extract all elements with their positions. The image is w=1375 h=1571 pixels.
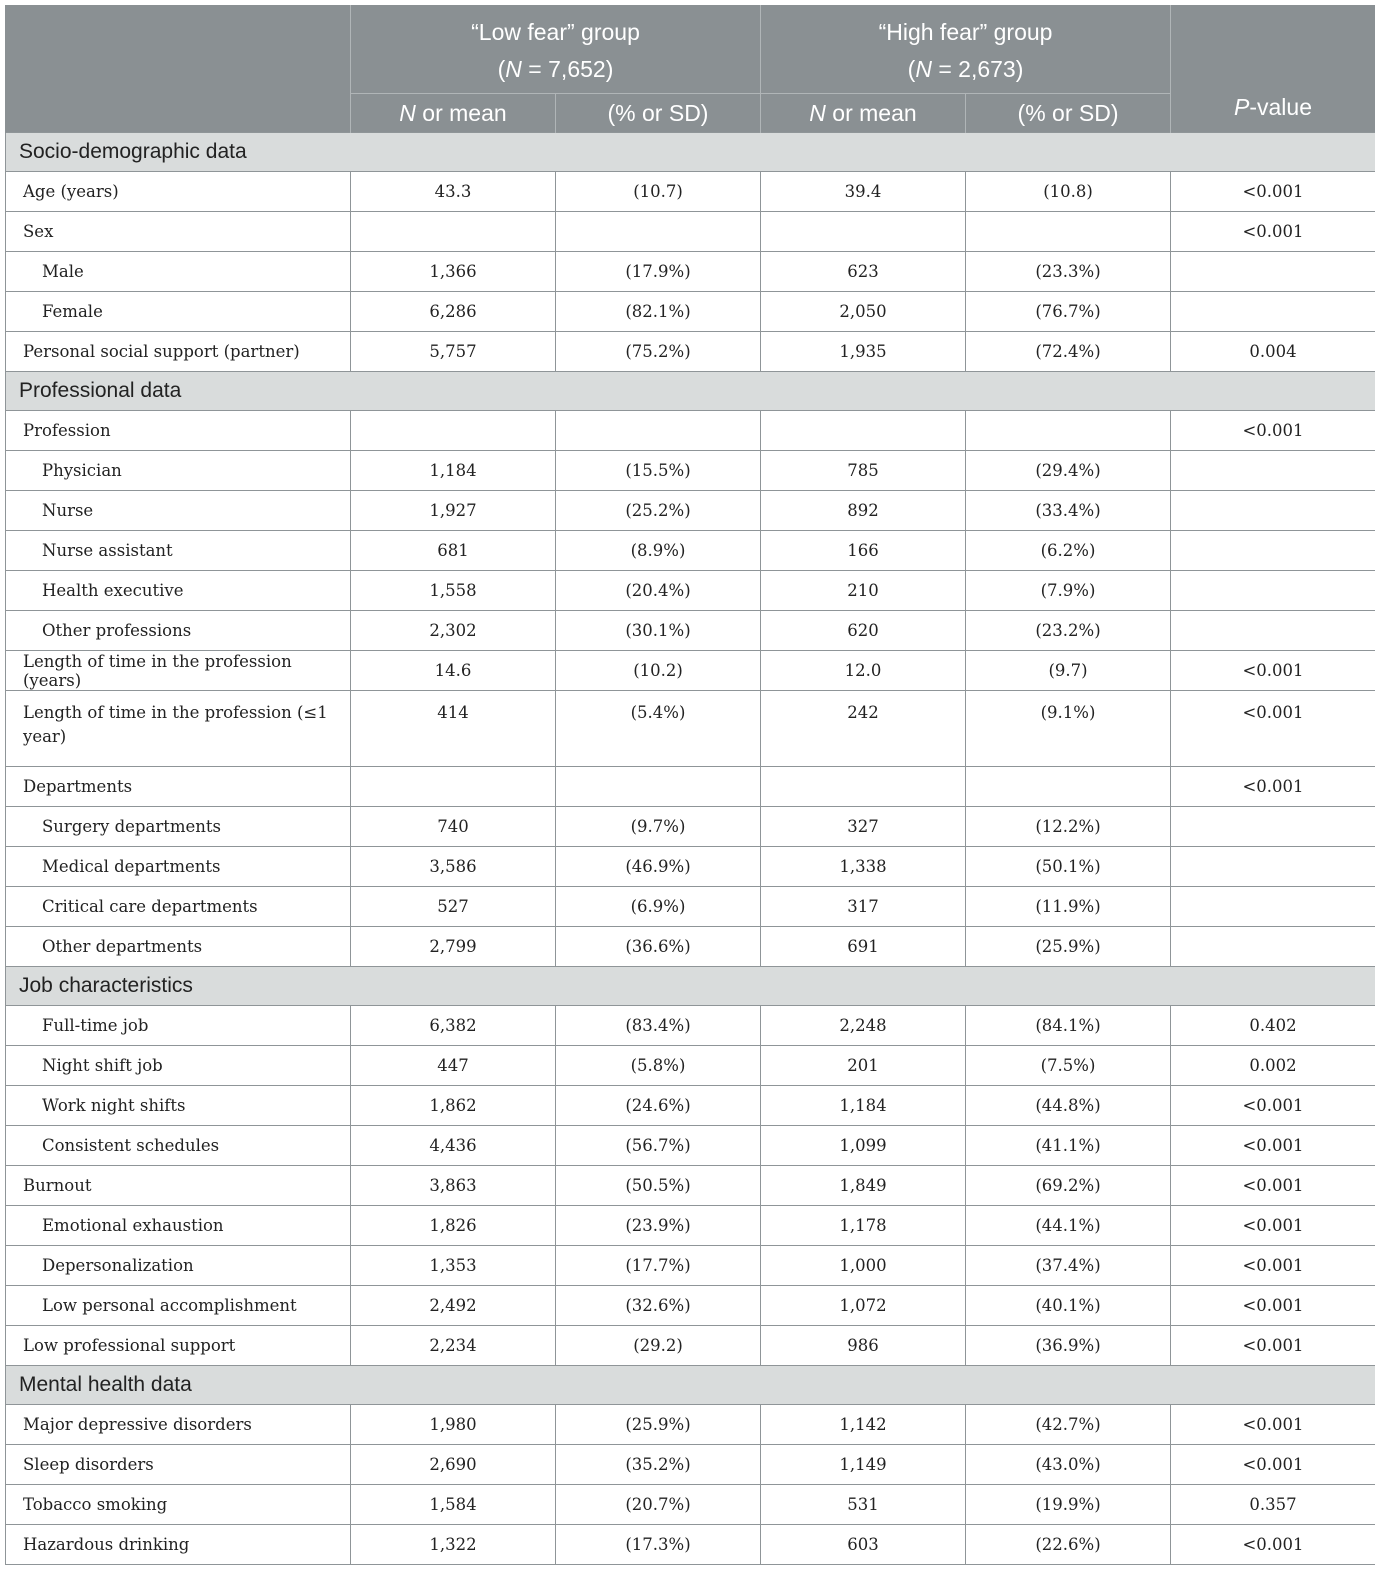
row-label: Nurse assistant [6, 531, 351, 571]
row-label: Departments [6, 767, 351, 807]
pvalue-cell: <0.001 [1171, 1286, 1375, 1326]
row-label: Sleep disorders [6, 1445, 351, 1485]
high-pct-cell: (36.9%) [966, 1326, 1171, 1366]
high-pct-cell: (40.1%) [966, 1286, 1171, 1326]
high-pct-cell: (72.4%) [966, 332, 1171, 372]
header-corner [6, 5, 351, 133]
low-fear-group-n: (N = 7,652) [497, 56, 614, 82]
low-n-cell: 2,690 [351, 1445, 556, 1485]
low-n-cell: 5,757 [351, 332, 556, 372]
low-n-cell: 1,558 [351, 571, 556, 611]
row-label: Critical care departments [6, 887, 351, 927]
table-row [6, 252, 1375, 292]
table-row [6, 1445, 1375, 1485]
low-n-cell: 1,862 [351, 1086, 556, 1126]
high-pct-cell: (43.0%) [966, 1445, 1171, 1485]
high-pct-cell: (41.1%) [966, 1126, 1171, 1166]
high-n-cell: 1,178 [761, 1206, 966, 1246]
row-label: Health executive [6, 571, 351, 611]
high-fear-group-title: “High fear” group [878, 19, 1053, 45]
table-row [6, 927, 1375, 967]
high-n-cell: 1,099 [761, 1126, 966, 1166]
high-n-cell: 785 [761, 451, 966, 491]
high-n-or-mean-header: N or mean [761, 94, 966, 133]
low-pct-cell: (5.8%) [556, 1046, 761, 1086]
low-pct-cell: (10.7) [556, 172, 761, 212]
pvalue-cell: 0.402 [1171, 1006, 1375, 1046]
pvalue-cell: <0.001 [1171, 651, 1375, 691]
pvalue-cell: 0.002 [1171, 1046, 1375, 1086]
row-label: Low personal accomplishment [6, 1286, 351, 1326]
high-pct-cell: (23.3%) [966, 252, 1171, 292]
high-pct-cell: (84.1%) [966, 1006, 1171, 1046]
pvalue-cell [1171, 807, 1375, 847]
row-label: Surgery departments [6, 807, 351, 847]
high-pct-cell: (25.9%) [966, 927, 1171, 967]
table-container [5, 5, 1368, 1565]
low-n-cell: 3,863 [351, 1166, 556, 1206]
table-row [6, 571, 1375, 611]
high-n-cell: 1,142 [761, 1405, 966, 1445]
pvalue-cell [1171, 611, 1375, 651]
low-n-cell: 1,826 [351, 1206, 556, 1246]
section-title: Job characteristics [6, 967, 1375, 1006]
pvalue-cell [1171, 847, 1375, 887]
low-n-cell: 1,184 [351, 451, 556, 491]
low-fear-group-title: “Low fear” group [471, 19, 640, 45]
low-n-cell: 1,366 [351, 252, 556, 292]
high-fear-group-n: (N = 2,673) [907, 56, 1024, 82]
low-n-cell: 6,382 [351, 1006, 556, 1046]
low-pct-cell: (36.6%) [556, 927, 761, 967]
high-pct-cell: (37.4%) [966, 1246, 1171, 1286]
high-n-cell: 623 [761, 252, 966, 292]
high-pct-cell: (29.4%) [966, 451, 1171, 491]
low-fear-group-header [351, 5, 761, 94]
low-pct-cell: (35.2%) [556, 1445, 761, 1485]
table-row [6, 887, 1375, 927]
high-pct-cell: (42.7%) [966, 1405, 1171, 1445]
low-n-cell: 1,584 [351, 1485, 556, 1525]
low-n-or-mean-header: N or mean [351, 94, 556, 133]
pvalue-cell [1171, 252, 1375, 292]
section-header-row [6, 967, 1375, 1006]
high-pct-cell: (7.5%) [966, 1046, 1171, 1086]
low-n-cell: 1,353 [351, 1246, 556, 1286]
pvalue-cell: <0.001 [1171, 1126, 1375, 1166]
high-n-cell: 986 [761, 1326, 966, 1366]
table-row [6, 332, 1375, 372]
low-pct-cell: (5.4%) [556, 691, 761, 767]
table-header [6, 5, 1375, 133]
low-pct-cell: (25.2%) [556, 491, 761, 531]
low-pct-cell: (83.4%) [556, 1006, 761, 1046]
low-n-cell: 1,322 [351, 1525, 556, 1565]
low-pct-cell: (82.1%) [556, 292, 761, 332]
table-row [6, 212, 1375, 252]
table-body [6, 133, 1375, 1565]
low-n-cell: 2,302 [351, 611, 556, 651]
high-n-cell: 39.4 [761, 172, 966, 212]
row-label: Work night shifts [6, 1086, 351, 1126]
table-row [6, 807, 1375, 847]
low-pct-cell: (29.2) [556, 1326, 761, 1366]
table-row [6, 1006, 1375, 1046]
low-n-cell: 527 [351, 887, 556, 927]
low-n-cell: 3,586 [351, 847, 556, 887]
low-n-cell: 14.6 [351, 651, 556, 691]
high-n-cell: 892 [761, 491, 966, 531]
row-label: Length of time in the profession (years) [6, 651, 351, 691]
low-n-cell: 6,286 [351, 292, 556, 332]
high-pct-cell: (10.8) [966, 172, 1171, 212]
high-pct-cell: (50.1%) [966, 847, 1171, 887]
table-row [6, 1046, 1375, 1086]
table-row [6, 611, 1375, 651]
low-n-cell: 1,980 [351, 1405, 556, 1445]
low-pct-cell: (56.7%) [556, 1126, 761, 1166]
section-title: Mental health data [6, 1366, 1375, 1405]
high-n-cell: 12.0 [761, 651, 966, 691]
high-n-cell: 2,248 [761, 1006, 966, 1046]
high-n-cell: 210 [761, 571, 966, 611]
row-label: Low professional support [6, 1326, 351, 1366]
high-n-cell: 1,000 [761, 1246, 966, 1286]
low-pct-cell: (9.7%) [556, 807, 761, 847]
low-pct-cell: (6.9%) [556, 887, 761, 927]
low-pct-cell: (17.9%) [556, 252, 761, 292]
pvalue-cell [1171, 531, 1375, 571]
table-row [6, 1206, 1375, 1246]
row-label: Physician [6, 451, 351, 491]
low-n-cell: 740 [351, 807, 556, 847]
high-n-cell: 327 [761, 807, 966, 847]
high-n-cell: 1,184 [761, 1086, 966, 1126]
low-pct-cell: (8.9%) [556, 531, 761, 571]
row-label: Female [6, 292, 351, 332]
high-pct-cell: (19.9%) [966, 1485, 1171, 1525]
low-pct-cell: (17.3%) [556, 1525, 761, 1565]
low-pct-cell: (20.4%) [556, 571, 761, 611]
row-label: Medical departments [6, 847, 351, 887]
high-n-cell: 1,149 [761, 1445, 966, 1485]
table-row [6, 847, 1375, 887]
section-title: Professional data [6, 372, 1375, 411]
high-pct-cell [966, 411, 1171, 451]
low-pct-cell: (17.7%) [556, 1246, 761, 1286]
low-n-cell: 43.3 [351, 172, 556, 212]
high-n-cell: 1,072 [761, 1286, 966, 1326]
table-row [6, 767, 1375, 807]
row-label: Major depressive disorders [6, 1405, 351, 1445]
row-label: Depersonalization [6, 1246, 351, 1286]
pvalue-cell: <0.001 [1171, 1405, 1375, 1445]
section-header-row [6, 1366, 1375, 1405]
table-row [6, 1326, 1375, 1366]
high-n-cell: 691 [761, 927, 966, 967]
pvalue-cell: 0.004 [1171, 332, 1375, 372]
pvalue-cell [1171, 571, 1375, 611]
high-pct-cell: (9.1%) [966, 691, 1171, 767]
low-pct-cell [556, 212, 761, 252]
high-n-cell: 2,050 [761, 292, 966, 332]
section-header-row [6, 372, 1375, 411]
table-row [6, 1246, 1375, 1286]
table-row [6, 691, 1375, 767]
low-n-cell [351, 212, 556, 252]
row-label: Sex [6, 212, 351, 252]
row-label: Personal social support (partner) [6, 332, 351, 372]
row-label: Full-time job [6, 1006, 351, 1046]
row-label: Length of time in the profession (≤1 year) [6, 691, 351, 767]
low-pct-cell: (75.2%) [556, 332, 761, 372]
low-pct-or-sd-header: (% or SD) [556, 94, 761, 133]
row-label: Profession [6, 411, 351, 451]
table-row [6, 1525, 1375, 1565]
pvalue-cell: <0.001 [1171, 411, 1375, 451]
high-pct-cell: (12.2%) [966, 807, 1171, 847]
high-pct-cell: (76.7%) [966, 292, 1171, 332]
row-label: Age (years) [6, 172, 351, 212]
low-pct-cell: (24.6%) [556, 1086, 761, 1126]
pvalue-cell: <0.001 [1171, 172, 1375, 212]
low-pct-cell: (20.7%) [556, 1485, 761, 1525]
low-pct-cell: (25.9%) [556, 1405, 761, 1445]
table-row [6, 1405, 1375, 1445]
high-pct-cell [966, 767, 1171, 807]
pvalue-cell [1171, 927, 1375, 967]
high-n-cell: 317 [761, 887, 966, 927]
high-pct-cell: (9.7) [966, 651, 1171, 691]
high-n-cell [761, 767, 966, 807]
comparison-table [5, 5, 1375, 1565]
row-label: Tobacco smoking [6, 1485, 351, 1525]
low-pct-cell: (50.5%) [556, 1166, 761, 1206]
low-n-cell: 2,492 [351, 1286, 556, 1326]
low-n-cell [351, 411, 556, 451]
high-pct-cell: (6.2%) [966, 531, 1171, 571]
table-row [6, 172, 1375, 212]
table-row [6, 491, 1375, 531]
high-pct-cell: (7.9%) [966, 571, 1171, 611]
low-n-cell: 4,436 [351, 1126, 556, 1166]
high-n-cell: 620 [761, 611, 966, 651]
pvalue-cell [1171, 451, 1375, 491]
pvalue-cell: <0.001 [1171, 1525, 1375, 1565]
row-label: Night shift job [6, 1046, 351, 1086]
pvalue-cell: <0.001 [1171, 1326, 1375, 1366]
low-n-cell [351, 767, 556, 807]
high-pct-or-sd-header: (% or SD) [966, 94, 1171, 133]
row-label: Nurse [6, 491, 351, 531]
high-n-cell: 201 [761, 1046, 966, 1086]
pvalue-cell: <0.001 [1171, 1086, 1375, 1126]
low-pct-cell [556, 411, 761, 451]
pvalue-cell [1171, 292, 1375, 332]
low-n-cell: 1,927 [351, 491, 556, 531]
table-row [6, 451, 1375, 491]
pvalue-cell [1171, 887, 1375, 927]
high-n-cell [761, 212, 966, 252]
high-n-cell: 1,935 [761, 332, 966, 372]
low-n-cell: 414 [351, 691, 556, 767]
row-label: Consistent schedules [6, 1126, 351, 1166]
high-pct-cell: (44.1%) [966, 1206, 1171, 1246]
row-label: Male [6, 252, 351, 292]
low-pct-cell: (32.6%) [556, 1286, 761, 1326]
high-n-cell: 1,338 [761, 847, 966, 887]
high-pct-cell [966, 212, 1171, 252]
table-row [6, 1485, 1375, 1525]
high-pct-cell: (11.9%) [966, 887, 1171, 927]
pvalue-cell: <0.001 [1171, 691, 1375, 767]
table-row [6, 411, 1375, 451]
high-n-cell: 603 [761, 1525, 966, 1565]
section-header-row [6, 133, 1375, 172]
low-n-cell: 2,799 [351, 927, 556, 967]
high-pct-cell: (22.6%) [966, 1525, 1171, 1565]
high-pct-cell: (69.2%) [966, 1166, 1171, 1206]
high-fear-group-header [761, 5, 1171, 94]
low-n-cell: 447 [351, 1046, 556, 1086]
pvalue-cell: <0.001 [1171, 767, 1375, 807]
table-row [6, 1086, 1375, 1126]
low-pct-cell: (10.2) [556, 651, 761, 691]
high-n-cell: 242 [761, 691, 966, 767]
table-row [6, 1286, 1375, 1326]
table-row [6, 651, 1375, 691]
row-label: Emotional exhaustion [6, 1206, 351, 1246]
section-title: Socio-demographic data [6, 133, 1375, 172]
low-pct-cell [556, 767, 761, 807]
table-row [6, 1126, 1375, 1166]
high-pct-cell: (33.4%) [966, 491, 1171, 531]
high-pct-cell: (44.8%) [966, 1086, 1171, 1126]
low-n-cell: 2,234 [351, 1326, 556, 1366]
low-pct-cell: (30.1%) [556, 611, 761, 651]
table-row [6, 1166, 1375, 1206]
low-pct-cell: (46.9%) [556, 847, 761, 887]
low-pct-cell: (15.5%) [556, 451, 761, 491]
pvalue-header: P-value [1171, 5, 1375, 133]
low-pct-cell: (23.9%) [556, 1206, 761, 1246]
row-label: Other departments [6, 927, 351, 967]
pvalue-cell: <0.001 [1171, 1246, 1375, 1286]
high-n-cell [761, 411, 966, 451]
row-label: Hazardous drinking [6, 1525, 351, 1565]
table-row [6, 292, 1375, 332]
high-n-cell: 1,849 [761, 1166, 966, 1206]
low-n-cell: 681 [351, 531, 556, 571]
high-pct-cell: (23.2%) [966, 611, 1171, 651]
high-n-cell: 166 [761, 531, 966, 571]
row-label: Burnout [6, 1166, 351, 1206]
pvalue-cell: <0.001 [1171, 1166, 1375, 1206]
high-n-cell: 531 [761, 1485, 966, 1525]
table-row [6, 531, 1375, 571]
row-label: Other professions [6, 611, 351, 651]
pvalue-cell: 0.357 [1171, 1485, 1375, 1525]
pvalue-cell: <0.001 [1171, 1206, 1375, 1246]
pvalue-cell [1171, 491, 1375, 531]
pvalue-cell: <0.001 [1171, 212, 1375, 252]
pvalue-cell: <0.001 [1171, 1445, 1375, 1485]
